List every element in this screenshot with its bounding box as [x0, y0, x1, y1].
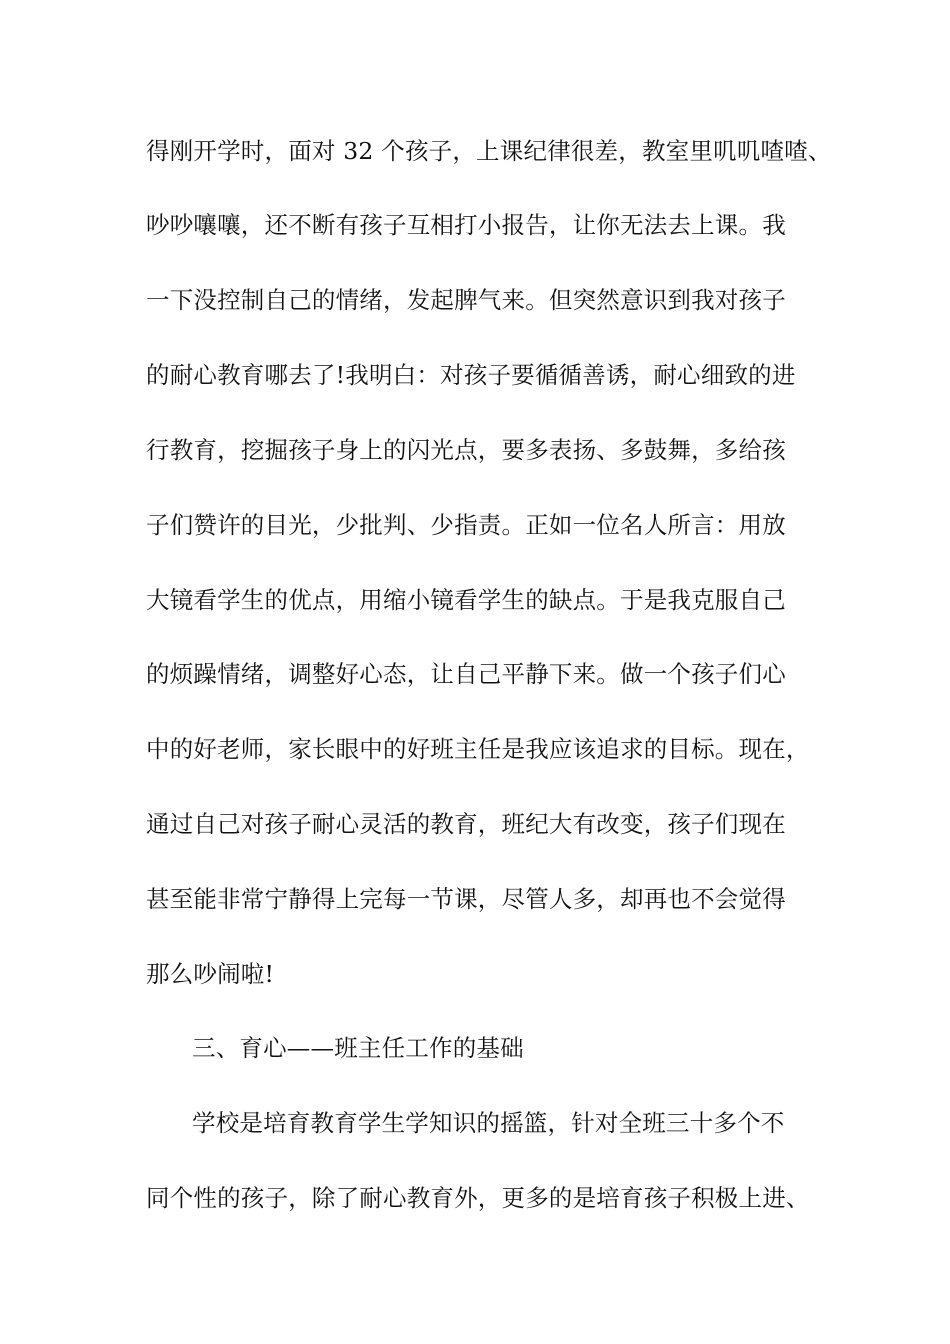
paragraph-line: 那么吵闹啦!	[146, 960, 275, 988]
paragraph-line: 一下没控制自己的情绪，发起脾气来。但突然意识到我对孩子	[146, 286, 786, 314]
paragraph-line: 通过自己对孩子耐心灵活的教育，班纪大有改变，孩子们现在	[146, 810, 786, 838]
paragraph-line: 学校是培育教育学生学知识的摇篮，针对全班三十多个不	[192, 1109, 785, 1137]
paragraph-line: 行教育，挖掘孩子身上的闪光点，要多表扬、多鼓舞，多给孩	[146, 436, 786, 464]
paragraph-line: 的烦躁情绪，调整好心态，让自己平静下来。做一个孩子们心	[146, 660, 786, 688]
paragraph-line: 甚至能非常宁静得上完每一节课，尽管人多，却再也不会觉得	[146, 885, 786, 913]
paragraph-line: 子们赞许的目光，少批判、少指责。正如一位名人所言：用放	[146, 511, 786, 539]
section-heading: 三、育心——班主任工作的基础	[192, 1034, 524, 1062]
paragraph-line: 得刚开学时，面对 32 个孩子，上课纪律很差，教室里叽叽喳喳、	[146, 137, 832, 165]
paragraph-line: 大镜看学生的优点，用缩小镜看学生的缺点。于是我克服自己	[146, 586, 786, 614]
paragraph-line: 吵吵嚷嚷，还不断有孩子互相打小报告，让你无法去上课。我	[146, 211, 786, 239]
paragraph-line: 同个性的孩子，除了耐心教育外，更多的是培育孩子积极上进、	[146, 1184, 810, 1212]
paragraph-line: 中的好老师，家长眼中的好班主任是我应该追求的目标。现在，	[146, 735, 810, 763]
paragraph-line: 的耐心教育哪去了!我明白：对孩子要循循善诱，耐心细致的进	[146, 361, 796, 389]
